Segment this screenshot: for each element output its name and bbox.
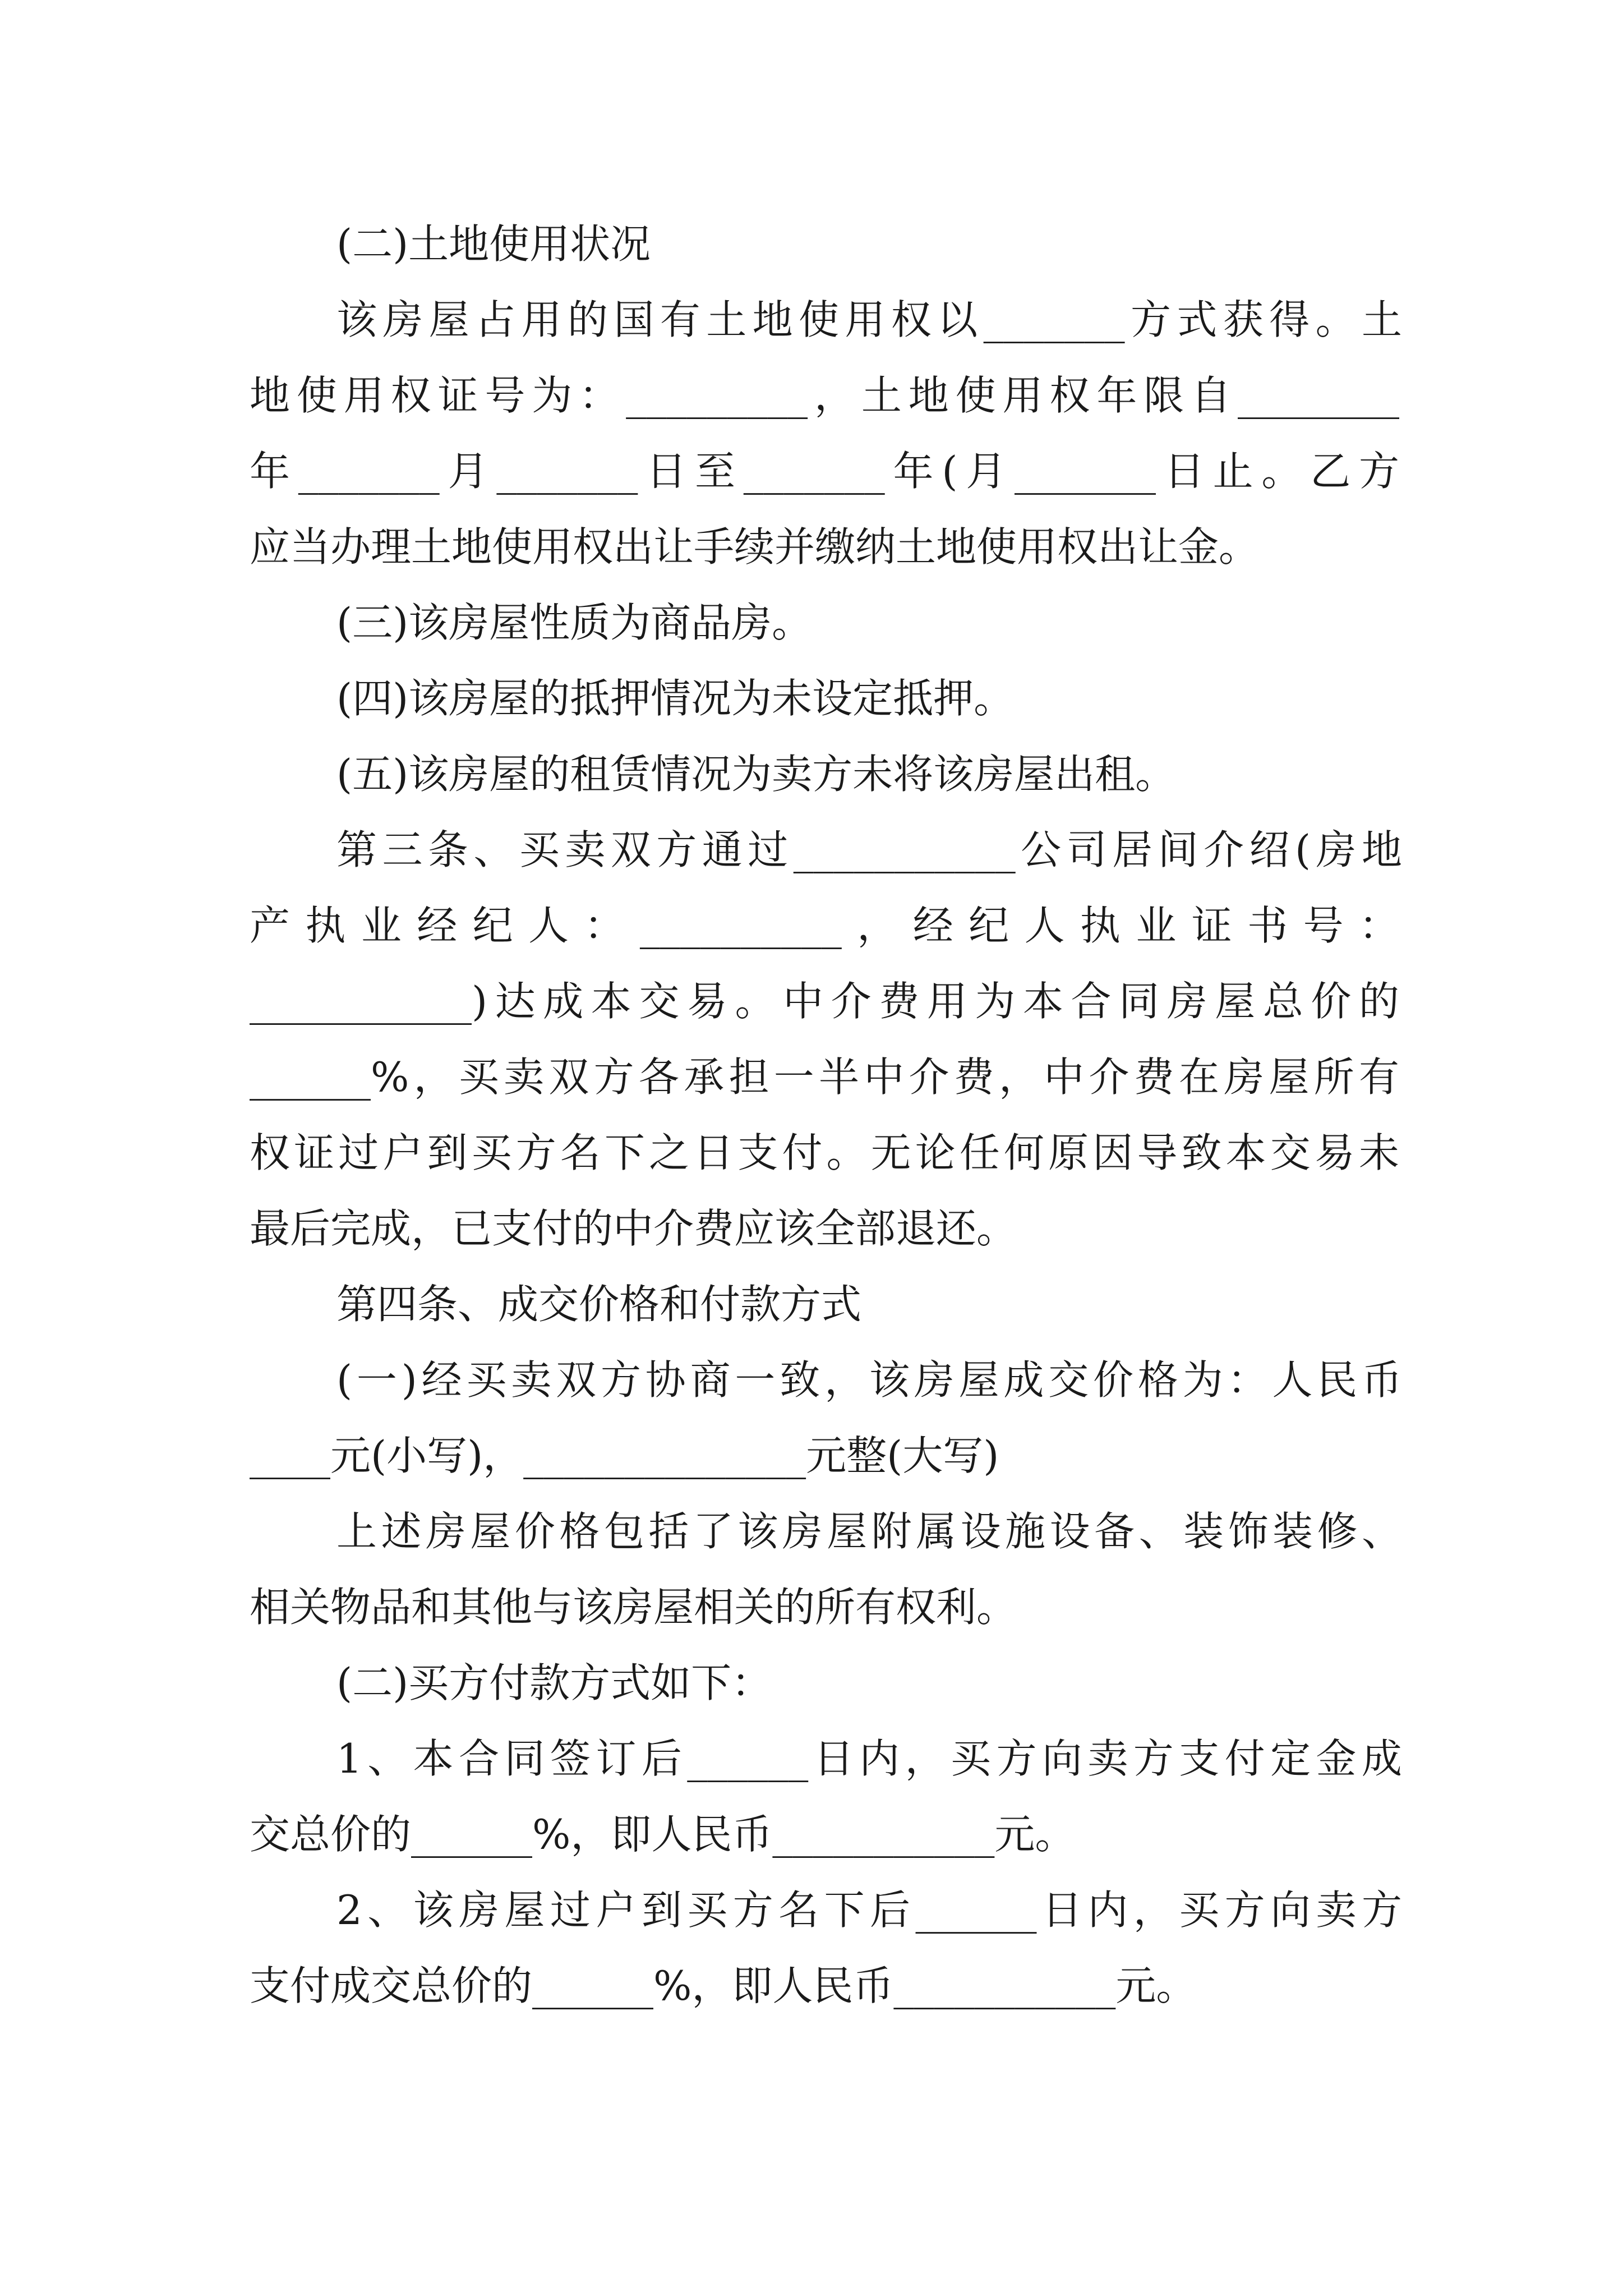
paragraph-line: (五)该房屋的租赁情况为卖方未将该房屋出租。 — [336, 751, 1176, 798]
paragraph-line: 权证过户到买方名下之日支付。无论任何原因导致本交易未 — [250, 1129, 1399, 1176]
paragraph-line: ____元(小写)，______________元整(大写) — [250, 1432, 999, 1479]
paragraph-line: (二)买方付款方式如下： — [336, 1659, 772, 1706]
paragraph-line: (三)该房屋性质为商品房。 — [336, 599, 813, 646]
paragraph-line: 支付成交总价的______%，即人民币___________元。 — [250, 1962, 1197, 2009]
paragraph-line: 该房屋占用的国有土地使用权以_______方式获得。土 — [336, 296, 1402, 343]
paragraph-line: 相关物品和其他与该房屋相关的所有权利。 — [250, 1584, 1017, 1631]
section-heading-land-use: (二)土地使用状况 — [336, 220, 651, 268]
paragraph-line: (一)经买卖双方协商一致，该房屋成交价格为：人民币 — [336, 1356, 1402, 1404]
paragraph-line: 产执业经纪人：__________，经纪人执业证书号： — [250, 902, 1399, 949]
paragraph-line: 年_______月_______日至_______年(月_______日止。乙方 — [250, 448, 1399, 495]
paragraph-line: 交总价的______%，即人民币___________元。 — [250, 1811, 1076, 1858]
paragraph-line: (四)该房屋的抵押情况为未设定抵押。 — [336, 675, 1015, 722]
article-three-line: 第三条、买卖双方通过___________公司居间介绍(房地 — [336, 826, 1402, 873]
paragraph-line: 地使用权证号为：_________，土地使用权年限自________ — [250, 372, 1399, 419]
paragraph-line: 应当办理土地使用权出让手续并缴纳土地使用权出让金。 — [250, 523, 1260, 570]
article-four-heading: 第四条、成交价格和付款方式 — [336, 1281, 862, 1328]
paragraph-line: ___________)达成本交易。中介费用为本合同房屋总价的 — [250, 978, 1399, 1025]
paragraph-line: 上述房屋价格包括了该房屋附属设施设备、装饰装修、 — [336, 1508, 1402, 1555]
payment-item-1-line: 1、本合同签订后______日内，买方向卖方支付定金成 — [336, 1735, 1402, 1782]
paragraph-line: ______%，买卖双方各承担一半中介费，中介费在房屋所有 — [250, 1053, 1399, 1101]
payment-item-2-line: 2、该房屋过户到买方名下后______日内，买方向卖方 — [336, 1887, 1402, 1934]
paragraph-line: 最后完成，已支付的中介费应该全部退还。 — [250, 1205, 1017, 1252]
